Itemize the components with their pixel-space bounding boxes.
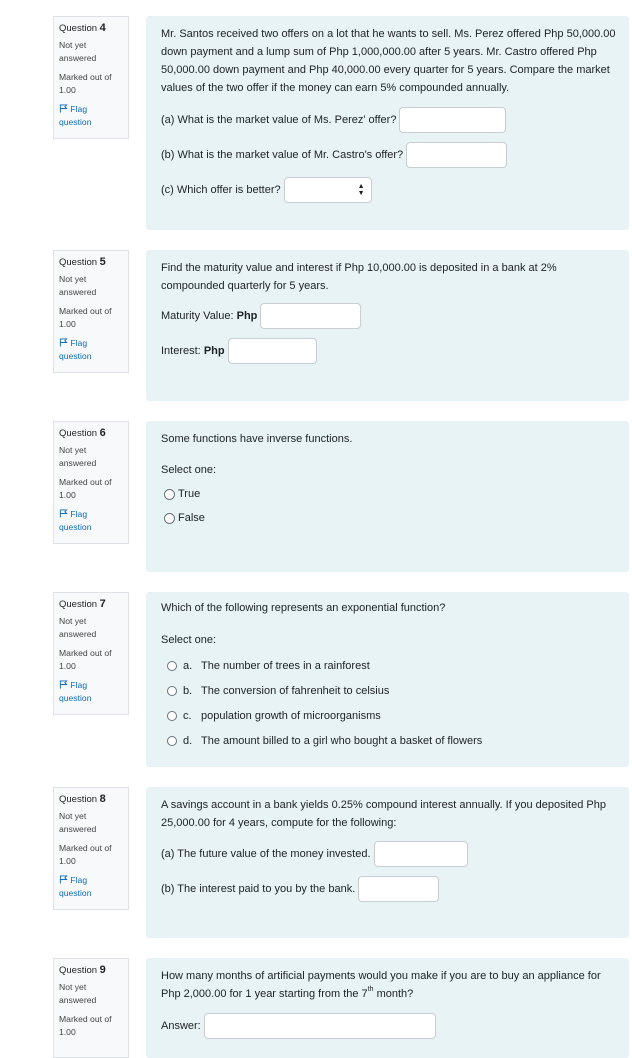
option-c[interactable] xyxy=(167,703,617,728)
flag-question-link[interactable]: Flag question xyxy=(59,509,92,532)
part-label: (a) The future value of the money invested. xyxy=(161,848,371,860)
question-text: How many months of artificial payments would you make if you are to buy an appliance for Php 2,000.00 for 1 year starting from the 7th month? xyxy=(161,970,601,1000)
flag-question-link[interactable]: Flag question xyxy=(59,104,92,127)
question-state: Not yet answered xyxy=(59,445,97,468)
option-d[interactable] xyxy=(167,728,617,753)
answer-input[interactable] xyxy=(204,1013,436,1039)
maturity-value-input[interactable] xyxy=(260,303,361,329)
question-grade: Marked out of 1.00 xyxy=(59,843,112,866)
part-label: Maturity Value: xyxy=(161,310,234,322)
part-label: Interest: xyxy=(161,345,201,357)
question-state: Not yet answered xyxy=(59,274,97,297)
question-content-4 xyxy=(146,16,629,230)
part-label: (a) What is the market value of Ms. Perez' offer? xyxy=(161,114,397,126)
part-label: (b) What is the market value of Mr. Castro's offer? xyxy=(161,149,404,161)
interest-paid-input[interactable] xyxy=(358,876,439,902)
question-state: Not yet answered xyxy=(59,811,97,834)
question-info-4 xyxy=(53,16,129,139)
question-grade: Marked out of 1.00 xyxy=(59,306,112,329)
currency-label: Php xyxy=(236,310,258,322)
question-number: Question 4 xyxy=(59,22,106,34)
flag-question-link[interactable]: Flag question xyxy=(59,680,92,703)
option-label: False xyxy=(178,512,205,524)
question-text: Mr. Santos received two offers on a lot that he wants to sell. Ms. Perez offered Php 50,000.00 down payment and a lump sum of Php 1,000,000.00 after 5 years. Mr. Castro offered Php 50,000.00 down payment and Php 40,000.00 every quarter for 5 years. Compare the market values of the two offer if the money can earn 5% compounded annually. xyxy=(161,28,616,94)
question-state: Not yet answered xyxy=(59,616,97,639)
question-state: Not yet answered xyxy=(59,40,97,63)
option-false[interactable] xyxy=(164,506,617,530)
perez-value-input[interactable] xyxy=(399,107,506,133)
question-number: Question 8 xyxy=(59,793,106,805)
part-b xyxy=(161,876,617,902)
part-a xyxy=(161,107,617,133)
part-b xyxy=(161,142,617,168)
option-letter: d. xyxy=(183,734,193,747)
flag-icon xyxy=(59,338,68,347)
flag-icon xyxy=(59,680,68,689)
select-one-prompt: Select one: xyxy=(161,634,217,646)
question-info-7 xyxy=(53,592,129,715)
castro-value-input[interactable] xyxy=(406,142,507,168)
question-grade: Marked out of 1.00 xyxy=(59,1014,112,1037)
option-label: The conversion of fahrenheit to celsius xyxy=(201,684,390,697)
question-text: Find the maturity value and interest if Php 10,000.00 is deposited in a bank at 2% compounded quarterly for 5 years. xyxy=(161,262,557,292)
option-label: True xyxy=(178,488,201,500)
option-letter: c. xyxy=(183,709,192,722)
option-b[interactable] xyxy=(167,678,617,703)
option-label: population growth of microorganisms xyxy=(201,709,381,722)
interest-input[interactable] xyxy=(228,338,317,364)
option-a[interactable] xyxy=(167,653,617,678)
select-caret-icon: ▲ ▼ xyxy=(357,183,365,197)
question-grade: Marked out of 1.00 xyxy=(59,72,112,95)
option-letter: a. xyxy=(183,659,193,672)
question-number: Question 5 xyxy=(59,256,106,268)
radio-button[interactable] xyxy=(167,711,177,721)
option-letter: b. xyxy=(183,684,193,697)
question-grade: Marked out of 1.00 xyxy=(59,648,112,671)
option-label: The amount billed to a girl who bought a basket of flowers xyxy=(201,734,483,747)
question-text: Some functions have inverse functions. xyxy=(161,433,353,445)
question-content-9 xyxy=(146,958,629,1058)
question-text: Which of the following represents an exponential function? xyxy=(161,602,446,614)
radio-button[interactable] xyxy=(167,661,177,671)
interest-row xyxy=(161,338,617,364)
question-info-6 xyxy=(53,421,129,544)
question-grade: Marked out of 1.00 xyxy=(59,477,112,500)
part-label: (b) The interest paid to you by the bank. xyxy=(161,883,356,895)
radio-button[interactable] xyxy=(164,513,175,524)
flag-icon xyxy=(59,509,68,518)
radio-button[interactable] xyxy=(167,686,177,696)
flag-question-link[interactable]: Flag question xyxy=(59,875,92,898)
flag-icon xyxy=(59,104,68,113)
question-number: Question 7 xyxy=(59,598,106,610)
answer-row xyxy=(161,1013,617,1039)
question-content-6 xyxy=(146,421,629,572)
question-info-9 xyxy=(53,958,129,1058)
question-text: A savings account in a bank yields 0.25% compound interest annually. If you deposited Php 25,000.00 for 4 years, compute for the following: xyxy=(161,799,606,829)
question-info-5 xyxy=(53,250,129,373)
question-number: Question 9 xyxy=(59,964,106,976)
radio-button[interactable] xyxy=(164,489,175,500)
maturity-value-row xyxy=(161,303,617,329)
flag-icon xyxy=(59,875,68,884)
radio-button[interactable] xyxy=(167,736,177,746)
select-one-prompt: Select one: xyxy=(161,464,217,476)
better-offer-select[interactable] xyxy=(284,177,372,203)
option-true[interactable] xyxy=(164,482,617,506)
answer-label: Answer: xyxy=(161,1020,201,1032)
question-info-8 xyxy=(53,787,129,910)
question-content-8 xyxy=(146,787,629,938)
question-number: Question 6 xyxy=(59,427,106,439)
option-label: The number of trees in a rainforest xyxy=(201,659,370,672)
flag-question-link[interactable]: Flag question xyxy=(59,338,92,361)
future-value-input[interactable] xyxy=(374,841,468,867)
part-a xyxy=(161,841,617,867)
currency-label: Php xyxy=(203,345,225,357)
part-label: (c) Which offer is better? xyxy=(161,184,281,196)
question-content-5 xyxy=(146,250,629,401)
question-state: Not yet answered xyxy=(59,982,97,1005)
part-c xyxy=(161,177,617,203)
question-content-7 xyxy=(146,592,629,767)
